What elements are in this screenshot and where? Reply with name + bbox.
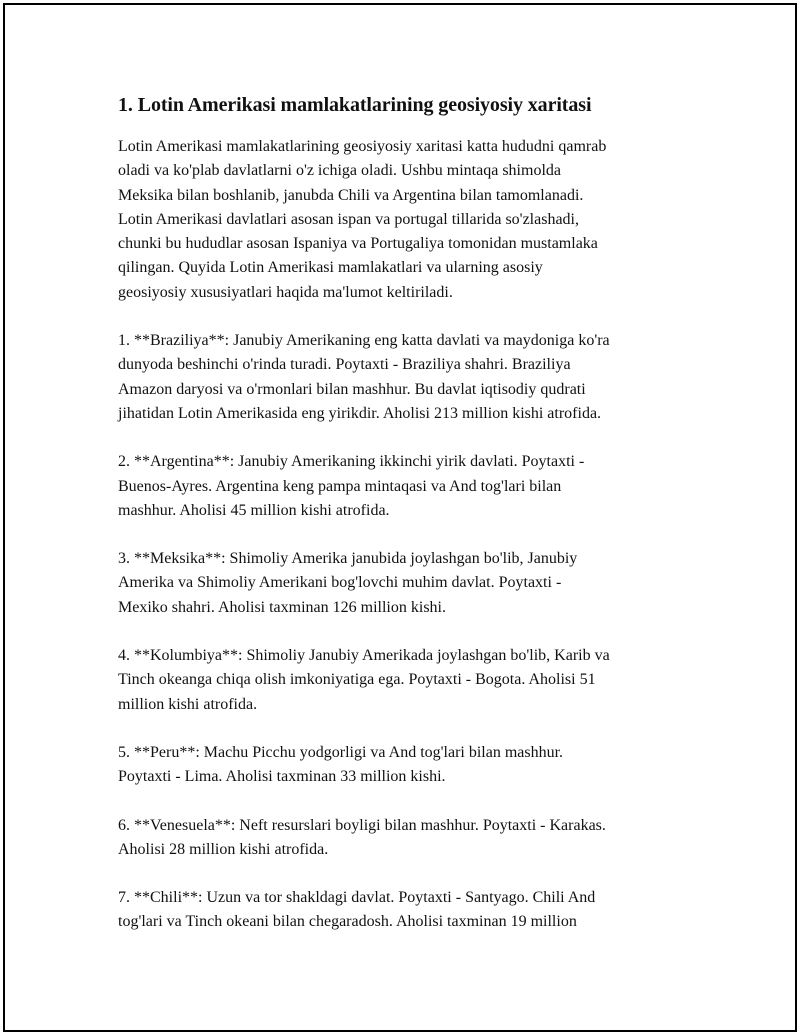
text-line: 5. **Peru**: Machu Picchu yodgorligi va And tog'lari bilan mashhur. xyxy=(118,743,564,761)
text-line: Lotin Amerikasi davlatlari asosan ispan va portugal tillarida so'zlashadi, xyxy=(118,210,579,228)
section-heading: 1. Lotin Amerikasi mamlakatlarining geosiyosiy xaritasi xyxy=(118,94,592,116)
text-line: mashhur. Aholisi 45 million kishi atrofida. xyxy=(118,501,390,519)
country-paragraph-venesuela xyxy=(118,814,698,863)
text-line: geosiyosiy xususiyatlari haqida ma'lumot keltiriladi. xyxy=(118,283,453,301)
text-line: 2. **Argentina**: Janubiy Amerikaning ikkinchi yirik davlati. Poytaxti - xyxy=(118,453,585,471)
text-line: dunyoda beshinchi o'rinda turadi. Poytaxti - Braziliya shahri. Braziliya xyxy=(118,356,571,374)
text-line: 4. **Kolumbiya**: Shimoliy Janubiy Amerikada joylashgan bo'lib, Karib va xyxy=(118,647,610,665)
text-line: 1. **Braziliya**: Janubiy Amerikaning eng katta davlati va maydoniga ko'ra xyxy=(118,332,610,350)
text-line: jihatidan Lotin Amerikasida eng yirikdir. Aholisi 213 million kishi atrofida. xyxy=(118,404,602,422)
country-paragraph-braziliya xyxy=(118,329,698,426)
text-line: oladi va ko'plab davlatlarni o'z ichiga oladi. Ushbu mintaqa shimolda xyxy=(118,162,561,180)
text-line: Amazon daryosi va o'rmonlari bilan mashhur. Bu davlat iqtisodiy qudrati xyxy=(118,380,586,398)
text-line: 3. **Meksika**: Shimoliy Amerika janubida joylashgan bo'lib, Janubiy xyxy=(118,550,578,568)
text-line: Tinch okeanga chiqa olish imkoniyatiga ega. Poytaxti - Bogota. Aholisi 51 xyxy=(118,671,596,689)
text-line: million kishi atrofida. xyxy=(118,695,258,713)
text-line: Mexiko shahri. Aholisi taxminan 126 million kishi. xyxy=(118,598,446,616)
country-paragraph-meksika xyxy=(118,547,698,620)
document-body xyxy=(118,91,698,959)
country-paragraph-argentina xyxy=(118,450,698,523)
text-line: Aholisi 28 million kishi atrofida. xyxy=(118,840,329,858)
text-line: Poytaxti - Lima. Aholisi taxminan 33 million kishi. xyxy=(118,768,446,786)
text-line: Lotin Amerikasi mamlakatlarining geosiyosiy xaritasi katta hududni qamrab xyxy=(118,138,607,155)
text-line: Buenos-Ayres. Argentina keng pampa mintaqasi va And tog'lari bilan xyxy=(118,477,562,495)
country-paragraph-chili xyxy=(118,886,698,935)
intro-paragraph xyxy=(118,135,698,305)
text-line: chunki bu hududlar asosan Ispaniya va Portugaliya tomonidan mustamlaka xyxy=(118,235,598,253)
text-line: Amerika va Shimoliy Amerikani bog'lovchi muhim davlat. Poytaxti - xyxy=(118,574,562,592)
text-line: 6. **Venesuela**: Neft resurslari boyligi bilan mashhur. Poytaxti - Karakas. xyxy=(118,816,606,834)
text-line: qilingan. Quyida Lotin Amerikasi mamlakatlari va ularning asosiy xyxy=(118,259,543,277)
country-paragraph-peru xyxy=(118,741,698,790)
text-line: 7. **Chili**: Uzun va tor shakldagi davlat. Poytaxti - Santyago. Chili And xyxy=(118,889,596,907)
country-paragraph-kolumbiya xyxy=(118,644,698,717)
text-line: Meksika bilan boshlanib, janubda Chili va Argentina bilan tamomlanadi. xyxy=(118,186,584,204)
text-line: tog'lari va Tinch okeani bilan chegaradosh. Aholisi taxminan 19 million xyxy=(118,913,577,931)
